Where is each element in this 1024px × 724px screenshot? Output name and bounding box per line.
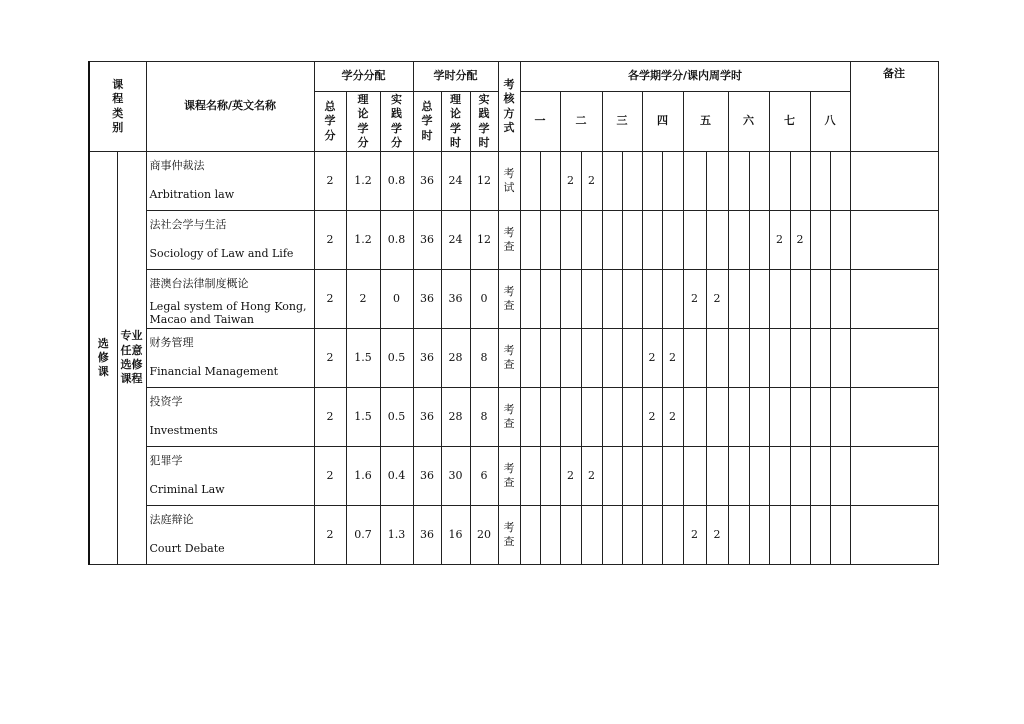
credit-total: 2 bbox=[314, 447, 346, 506]
hours-total: 36 bbox=[413, 447, 441, 506]
semester-weekly-hours bbox=[830, 506, 850, 565]
course-name-cell bbox=[146, 329, 314, 388]
semester-credit bbox=[642, 270, 662, 329]
course-name-cell bbox=[146, 388, 314, 447]
exam-method: 考 查 bbox=[498, 270, 520, 329]
semester-credit bbox=[602, 211, 622, 270]
semester-credit: 2 bbox=[769, 211, 790, 270]
semester-credit bbox=[728, 447, 749, 506]
semester-credit bbox=[642, 152, 662, 211]
course-name-en: Investments bbox=[149, 424, 218, 437]
semester-weekly-hours bbox=[706, 388, 728, 447]
header-semester-6: 六 bbox=[728, 92, 769, 152]
semester-credit bbox=[769, 152, 790, 211]
hours-total: 36 bbox=[413, 329, 441, 388]
semester-credit: 2 bbox=[560, 447, 581, 506]
course-name-en: Arbitration law bbox=[149, 188, 235, 201]
semester-weekly-hours: 2 bbox=[790, 211, 810, 270]
semester-credit bbox=[769, 506, 790, 565]
credit-practice: 0.8 bbox=[380, 211, 413, 270]
semester-weekly-hours bbox=[581, 329, 602, 388]
curriculum-table bbox=[88, 61, 939, 565]
exam-method: 考 查 bbox=[498, 211, 520, 270]
semester-weekly-hours bbox=[790, 329, 810, 388]
semester-credit bbox=[602, 152, 622, 211]
credit-theory: 1.2 bbox=[346, 211, 380, 270]
semester-weekly-hours bbox=[830, 388, 850, 447]
semester-weekly-hours bbox=[581, 388, 602, 447]
semester-credit bbox=[810, 447, 830, 506]
semester-credit bbox=[810, 388, 830, 447]
hours-theory: 24 bbox=[441, 152, 470, 211]
semester-credit bbox=[769, 388, 790, 447]
course-name-cell bbox=[146, 506, 314, 565]
semester-credit bbox=[642, 211, 662, 270]
course-row bbox=[89, 447, 938, 506]
semester-credit bbox=[642, 447, 662, 506]
semester-weekly-hours bbox=[662, 152, 683, 211]
semester-weekly-hours bbox=[790, 270, 810, 329]
credit-theory: 1.2 bbox=[346, 152, 380, 211]
semester-weekly-hours bbox=[622, 506, 642, 565]
semester-weekly-hours bbox=[790, 388, 810, 447]
course-name-en: Financial Management bbox=[149, 365, 279, 378]
header-semester-8: 八 bbox=[810, 92, 850, 152]
semester-credit bbox=[683, 447, 706, 506]
semester-credit bbox=[602, 447, 622, 506]
credit-total: 2 bbox=[314, 506, 346, 565]
semester-weekly-hours bbox=[540, 211, 560, 270]
semester-credit bbox=[560, 211, 581, 270]
semester-credit bbox=[642, 506, 662, 565]
course-row bbox=[89, 211, 938, 270]
semester-credit bbox=[602, 270, 622, 329]
semester-credit: 2 bbox=[642, 388, 662, 447]
semester-weekly-hours bbox=[662, 447, 683, 506]
exam-method: 考 查 bbox=[498, 447, 520, 506]
semester-weekly-hours bbox=[540, 447, 560, 506]
hours-total: 36 bbox=[413, 270, 441, 329]
semester-weekly-hours: 2 bbox=[581, 447, 602, 506]
hours-theory: 24 bbox=[441, 211, 470, 270]
credit-theory: 0.7 bbox=[346, 506, 380, 565]
semester-credit bbox=[602, 506, 622, 565]
semester-weekly-hours bbox=[581, 506, 602, 565]
semester-credit bbox=[520, 447, 540, 506]
semester-weekly-hours bbox=[540, 152, 560, 211]
header-credit-total: 总 学 分 bbox=[314, 92, 346, 152]
hours-total: 36 bbox=[413, 211, 441, 270]
hours-total: 36 bbox=[413, 506, 441, 565]
semester-weekly-hours bbox=[830, 447, 850, 506]
semester-weekly-hours bbox=[749, 329, 769, 388]
header-semester-4: 四 bbox=[642, 92, 683, 152]
semester-credit bbox=[602, 329, 622, 388]
semester-weekly-hours bbox=[830, 329, 850, 388]
hours-practice: 0 bbox=[470, 270, 498, 329]
course-row bbox=[89, 506, 938, 565]
semester-credit bbox=[683, 329, 706, 388]
semester-weekly-hours bbox=[540, 506, 560, 565]
semester-weekly-hours bbox=[540, 329, 560, 388]
semester-weekly-hours bbox=[749, 270, 769, 329]
course-name-cell bbox=[146, 211, 314, 270]
remarks-cell bbox=[850, 152, 938, 211]
header-hour-theory: 理 论 学 时 bbox=[441, 92, 470, 152]
semester-weekly-hours bbox=[749, 506, 769, 565]
hours-practice: 8 bbox=[470, 329, 498, 388]
semester-credit bbox=[810, 152, 830, 211]
course-name-en: Court Debate bbox=[149, 542, 225, 555]
credit-practice: 0.4 bbox=[380, 447, 413, 506]
semester-credit bbox=[728, 329, 749, 388]
semester-credit bbox=[560, 270, 581, 329]
semester-credit bbox=[683, 211, 706, 270]
course-name-en: Legal system of Hong Kong, Macao and Taiwan bbox=[149, 300, 307, 326]
semester-weekly-hours bbox=[662, 506, 683, 565]
header-course-name: 课程名称/英文名称 bbox=[146, 62, 314, 152]
semester-credit bbox=[728, 388, 749, 447]
credit-practice: 0.8 bbox=[380, 152, 413, 211]
header-semester-group: 各学期学分/课内周学时 bbox=[520, 62, 850, 92]
credit-theory: 1.5 bbox=[346, 329, 380, 388]
remarks-cell bbox=[850, 388, 938, 447]
semester-credit bbox=[728, 211, 749, 270]
course-name-en: Sociology of Law and Life bbox=[149, 247, 294, 260]
semester-weekly-hours bbox=[749, 388, 769, 447]
course-name-cn: 投资学 bbox=[149, 395, 183, 408]
credit-total: 2 bbox=[314, 211, 346, 270]
header-hour-total: 总 学 时 bbox=[413, 92, 441, 152]
semester-weekly-hours bbox=[622, 447, 642, 506]
semester-credit bbox=[520, 152, 540, 211]
course-name-cn: 犯罪学 bbox=[149, 454, 183, 467]
credit-total: 2 bbox=[314, 270, 346, 329]
semester-credit bbox=[769, 329, 790, 388]
semester-weekly-hours bbox=[622, 152, 642, 211]
semester-credit bbox=[769, 270, 790, 329]
hours-theory: 16 bbox=[441, 506, 470, 565]
course-name-cell bbox=[146, 152, 314, 211]
hours-theory: 28 bbox=[441, 329, 470, 388]
exam-method: 考 查 bbox=[498, 506, 520, 565]
header-category: 课 程 类 别 bbox=[89, 62, 146, 152]
header-credit-practice: 实 践 学 分 bbox=[380, 92, 413, 152]
course-name-cell bbox=[146, 270, 314, 329]
semester-weekly-hours bbox=[790, 447, 810, 506]
semester-weekly-hours bbox=[662, 270, 683, 329]
header-remarks: 备注 bbox=[850, 62, 938, 152]
credit-total: 2 bbox=[314, 388, 346, 447]
semester-weekly-hours bbox=[706, 447, 728, 506]
semester-credit bbox=[810, 211, 830, 270]
hours-practice: 12 bbox=[470, 211, 498, 270]
course-name-cn: 财务管理 bbox=[149, 336, 194, 349]
hours-theory: 36 bbox=[441, 270, 470, 329]
credit-theory: 2 bbox=[346, 270, 380, 329]
course-name-cn: 港澳台法律制度概论 bbox=[149, 277, 249, 290]
semester-weekly-hours bbox=[581, 270, 602, 329]
hours-total: 36 bbox=[413, 388, 441, 447]
remarks-cell bbox=[850, 270, 938, 329]
course-name-cn: 商事仲裁法 bbox=[149, 159, 205, 172]
hours-practice: 8 bbox=[470, 388, 498, 447]
semester-weekly-hours bbox=[622, 329, 642, 388]
remarks-cell bbox=[850, 506, 938, 565]
header-credit-group: 学分分配 bbox=[314, 62, 413, 92]
semester-weekly-hours bbox=[790, 506, 810, 565]
semester-weekly-hours bbox=[581, 211, 602, 270]
semester-weekly-hours bbox=[622, 211, 642, 270]
semester-weekly-hours bbox=[749, 152, 769, 211]
header-semester-3: 三 bbox=[602, 92, 642, 152]
semester-credit bbox=[560, 506, 581, 565]
exam-method: 考 查 bbox=[498, 388, 520, 447]
semester-weekly-hours: 2 bbox=[706, 270, 728, 329]
header-semester-5: 五 bbox=[683, 92, 728, 152]
semester-weekly-hours bbox=[749, 447, 769, 506]
semester-weekly-hours bbox=[706, 329, 728, 388]
semester-weekly-hours bbox=[706, 211, 728, 270]
semester-credit bbox=[728, 152, 749, 211]
course-row bbox=[89, 329, 938, 388]
course-name-cn: 法庭辩论 bbox=[149, 513, 194, 526]
header-exam: 考 核 方 式 bbox=[498, 62, 520, 152]
semester-credit: 2 bbox=[560, 152, 581, 211]
semester-credit bbox=[810, 329, 830, 388]
semester-credit bbox=[602, 388, 622, 447]
hours-practice: 6 bbox=[470, 447, 498, 506]
semester-credit bbox=[520, 388, 540, 447]
semester-credit: 2 bbox=[683, 506, 706, 565]
hours-theory: 28 bbox=[441, 388, 470, 447]
semester-weekly-hours bbox=[540, 388, 560, 447]
header-hour-practice: 实 践 学 时 bbox=[470, 92, 498, 152]
credit-total: 2 bbox=[314, 329, 346, 388]
remarks-cell bbox=[850, 211, 938, 270]
semester-weekly-hours: 2 bbox=[706, 506, 728, 565]
semester-credit bbox=[810, 270, 830, 329]
semester-credit bbox=[560, 329, 581, 388]
semester-credit: 2 bbox=[683, 270, 706, 329]
semester-weekly-hours: 2 bbox=[581, 152, 602, 211]
semester-weekly-hours bbox=[749, 211, 769, 270]
semester-weekly-hours: 2 bbox=[662, 329, 683, 388]
hours-theory: 30 bbox=[441, 447, 470, 506]
semester-weekly-hours bbox=[540, 270, 560, 329]
credit-practice: 1.3 bbox=[380, 506, 413, 565]
course-name-en: Criminal Law bbox=[149, 483, 225, 496]
semester-weekly-hours bbox=[622, 270, 642, 329]
semester-credit bbox=[728, 270, 749, 329]
credit-practice: 0 bbox=[380, 270, 413, 329]
course-row bbox=[89, 270, 938, 329]
hours-practice: 12 bbox=[470, 152, 498, 211]
semester-credit bbox=[520, 270, 540, 329]
semester-weekly-hours bbox=[830, 270, 850, 329]
credit-practice: 0.5 bbox=[380, 388, 413, 447]
credit-theory: 1.5 bbox=[346, 388, 380, 447]
exam-method: 考 查 bbox=[498, 329, 520, 388]
semester-credit bbox=[769, 447, 790, 506]
credit-practice: 0.5 bbox=[380, 329, 413, 388]
exam-method: 考 试 bbox=[498, 152, 520, 211]
semester-credit bbox=[728, 506, 749, 565]
semester-weekly-hours bbox=[622, 388, 642, 447]
course-row bbox=[89, 388, 938, 447]
course-name-cn: 法社会学与生活 bbox=[149, 218, 227, 231]
credit-total: 2 bbox=[314, 152, 346, 211]
semester-weekly-hours bbox=[830, 211, 850, 270]
semester-weekly-hours bbox=[662, 211, 683, 270]
semester-credit bbox=[520, 211, 540, 270]
semester-weekly-hours bbox=[830, 152, 850, 211]
semester-weekly-hours bbox=[790, 152, 810, 211]
hours-total: 36 bbox=[413, 152, 441, 211]
category-sub: 专业 任意 选修 课程 bbox=[117, 152, 146, 565]
remarks-cell bbox=[850, 329, 938, 388]
course-row bbox=[89, 152, 938, 211]
credit-theory: 1.6 bbox=[346, 447, 380, 506]
semester-credit bbox=[683, 152, 706, 211]
header-semester-1: 一 bbox=[520, 92, 560, 152]
semester-weekly-hours bbox=[706, 152, 728, 211]
hours-practice: 20 bbox=[470, 506, 498, 565]
course-name-cell bbox=[146, 447, 314, 506]
semester-weekly-hours: 2 bbox=[662, 388, 683, 447]
category-main: 选 修 课 bbox=[89, 152, 117, 565]
semester-credit bbox=[560, 388, 581, 447]
semester-credit bbox=[810, 506, 830, 565]
header-semester-2: 二 bbox=[560, 92, 602, 152]
semester-credit: 2 bbox=[642, 329, 662, 388]
semester-credit bbox=[683, 388, 706, 447]
header-semester-7: 七 bbox=[769, 92, 810, 152]
semester-credit bbox=[520, 329, 540, 388]
header-hour-group: 学时分配 bbox=[413, 62, 498, 92]
remarks-cell bbox=[850, 447, 938, 506]
header-credit-theory: 理 论 学 分 bbox=[346, 92, 380, 152]
semester-credit bbox=[520, 506, 540, 565]
